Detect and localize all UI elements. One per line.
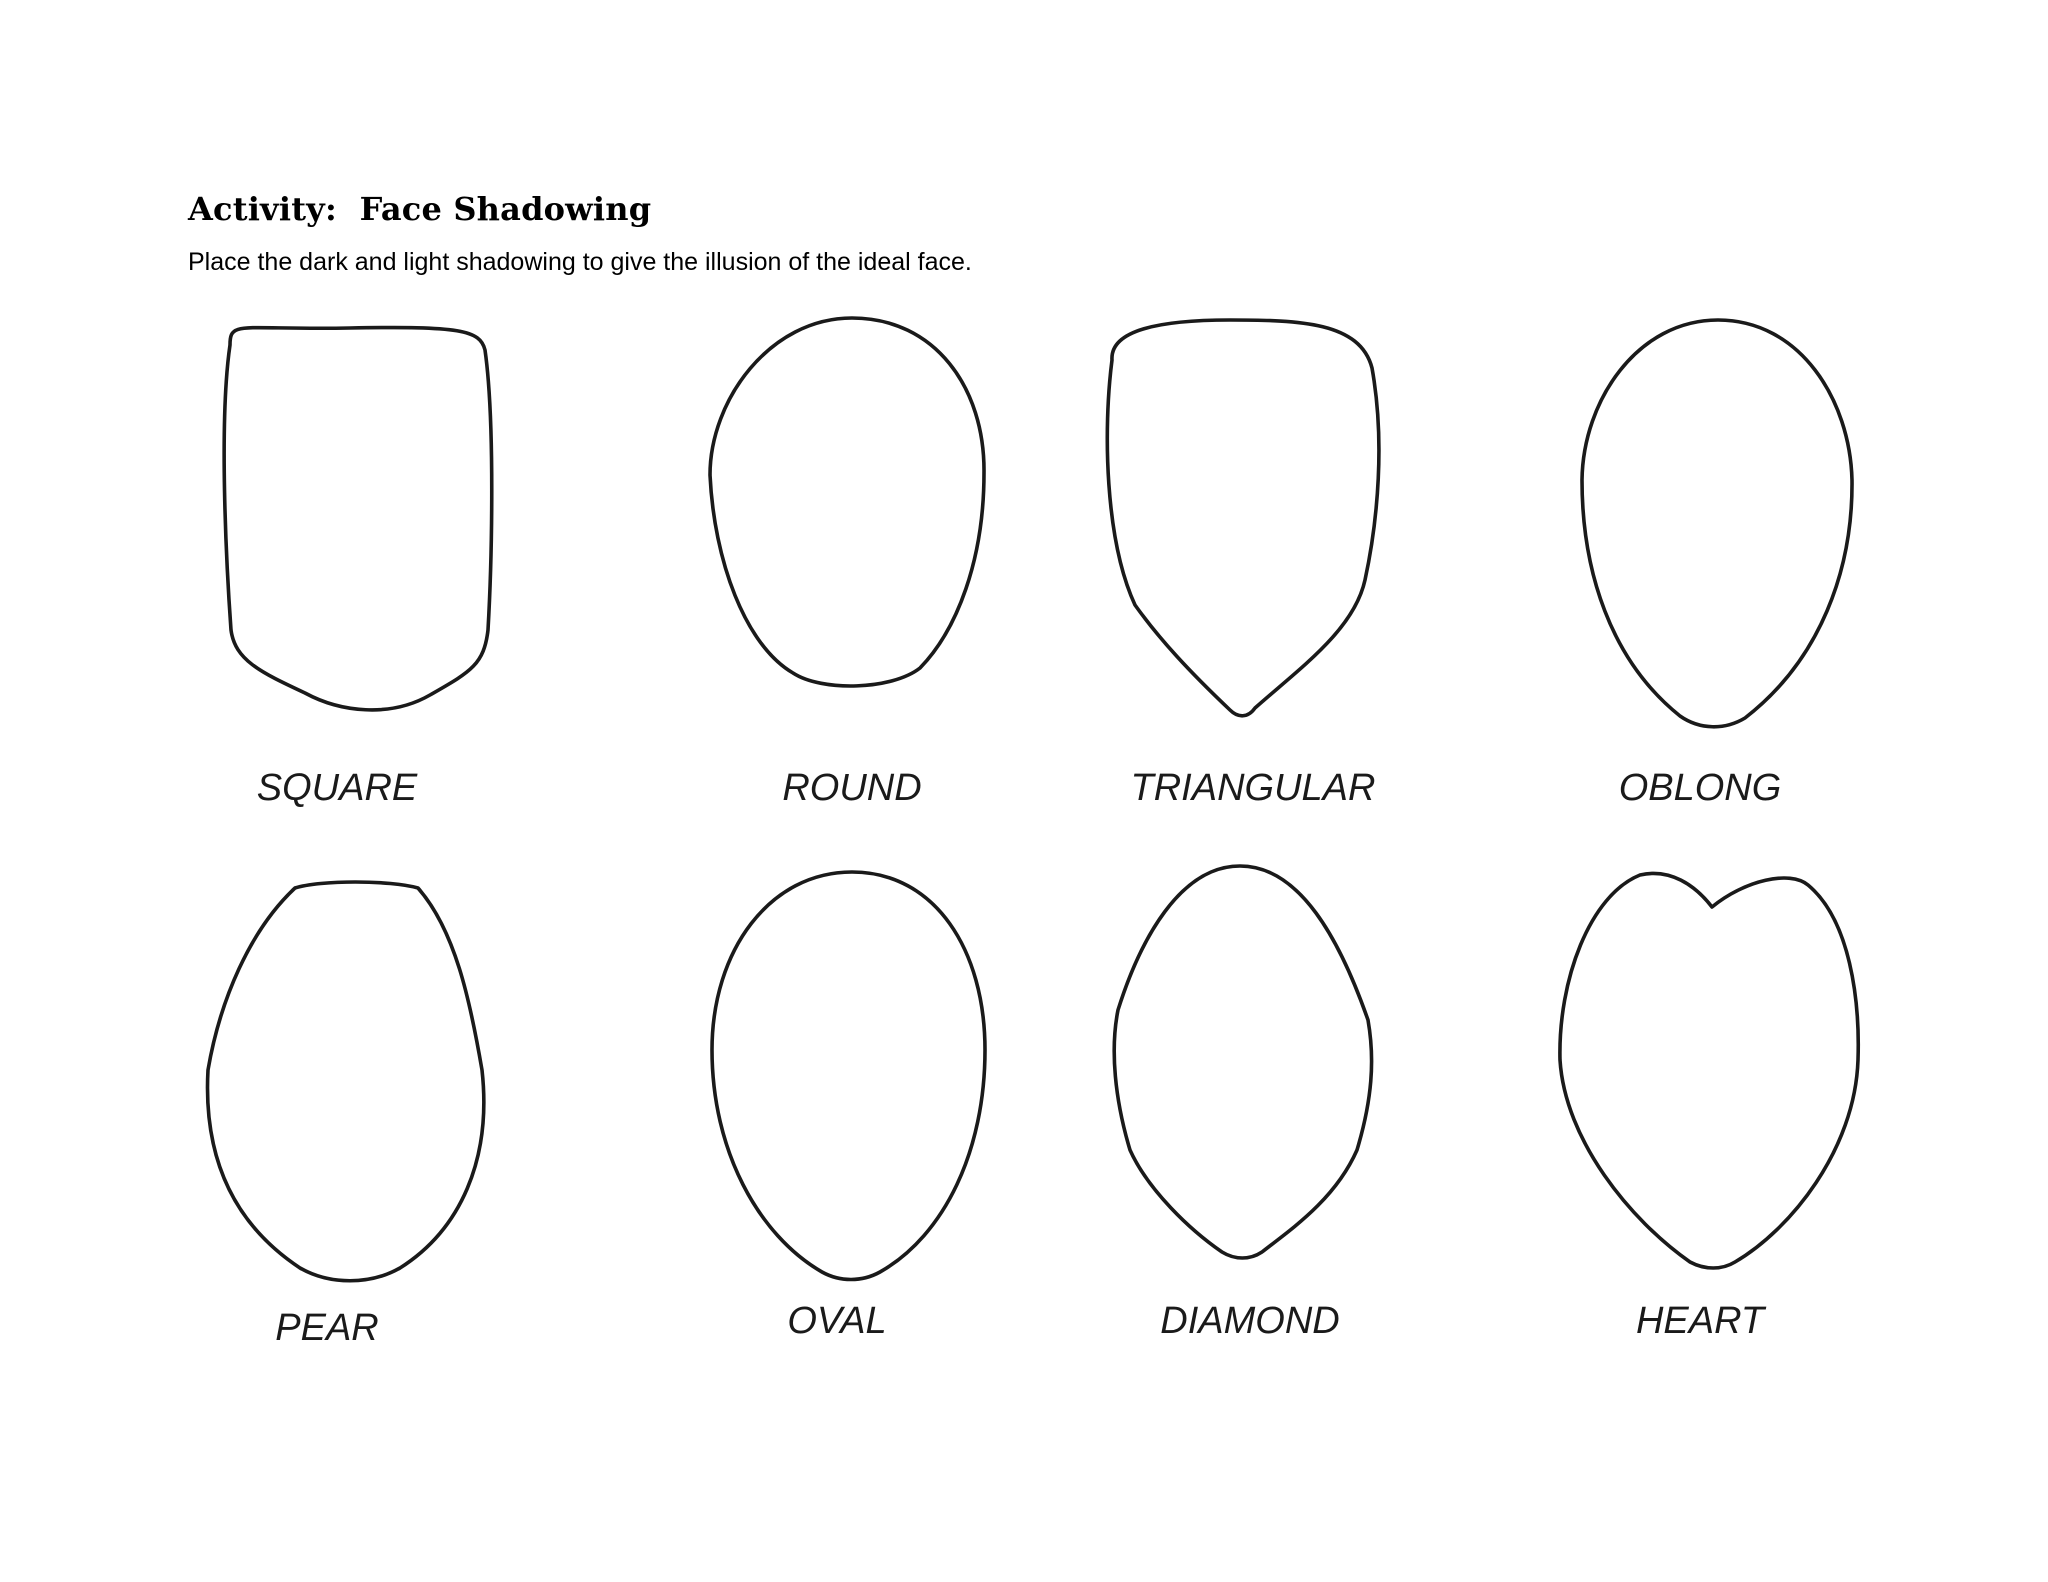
face-heart [1560,873,1858,1342]
square-label: SQUARE [256,767,418,809]
face-diamond [1114,866,1371,1342]
face-pear [207,882,483,1349]
face-round [710,318,984,809]
oblong-face-outline [1582,320,1852,727]
diamond-face-outline [1114,866,1371,1258]
pear-label: PEAR [275,1307,379,1349]
heart-face-outline [1560,873,1858,1268]
triangular-face-outline [1107,320,1379,716]
face-triangular [1107,320,1379,809]
pear-face-outline [207,882,483,1281]
oblong-label: OBLONG [1618,767,1782,809]
activity-title: Activity: Face Shadowing [188,190,652,228]
oval-label: OVAL [787,1300,887,1342]
oval-face-outline [712,872,985,1280]
round-face-outline [710,318,984,686]
activity-instructions: Place the dark and light shadowing to give the illusion of the ideal face. [188,248,972,276]
diamond-label: DIAMOND [1160,1300,1340,1342]
square-face-outline [224,328,492,710]
heart-label: HEART [1635,1300,1765,1342]
face-oblong [1582,320,1852,809]
face-oval [712,872,985,1342]
triangular-label: TRIANGULAR [1130,767,1376,809]
face-square [224,328,492,809]
round-label: ROUND [782,767,922,809]
